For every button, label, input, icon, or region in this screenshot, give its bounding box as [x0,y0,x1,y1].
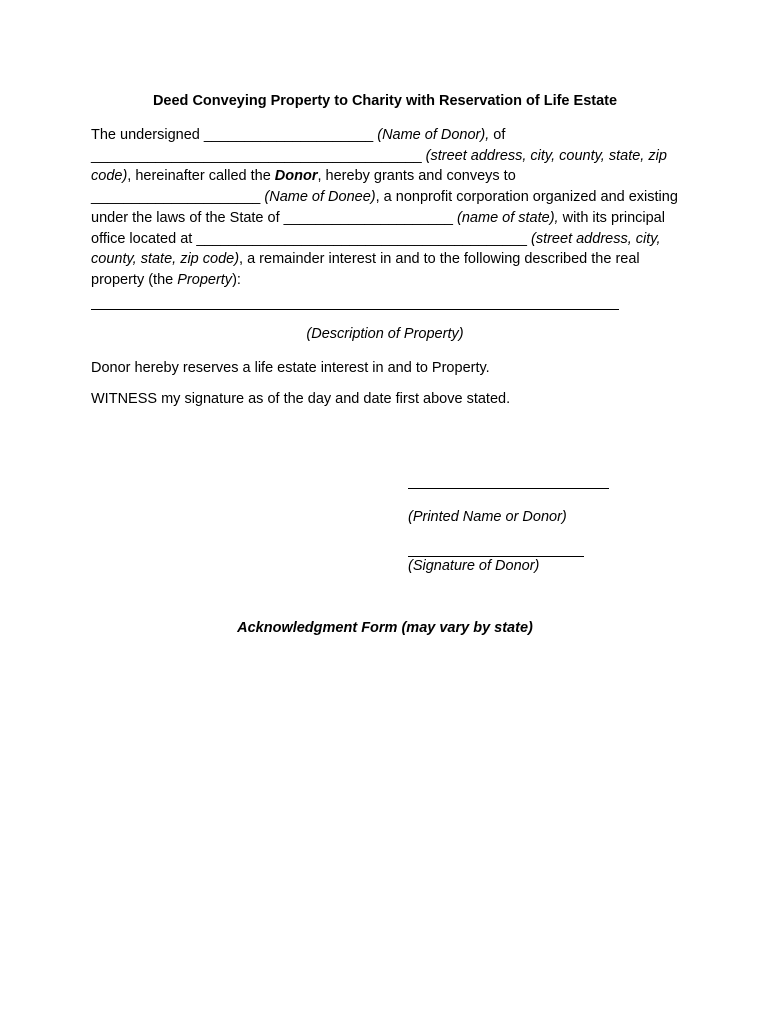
property-term: Property [177,271,233,288]
acknowledgment-heading: Acknowledgment Form (may vary by state) [237,620,533,636]
state-name-label: (name of state), [457,209,559,226]
donor-address-label: (street address, city, county, state, zip code) [91,147,667,185]
property-description-line [91,309,619,310]
text-segment: ): [232,271,241,288]
text-segment: , hereinafter called the [127,168,275,185]
conveyance-paragraph [91,125,681,291]
reservation-statement: Donor hereby reserves a life estate interest in and to Property. [91,360,490,376]
donee-name-label: (Name of Donee) [264,189,376,206]
printed-name-label: (Printed Name or Donor) [408,509,567,525]
printed-name-line [408,488,609,489]
witness-statement: WITNESS my signature as of the day and date first above stated. [91,391,511,407]
document-title: Deed Conveying Property to Charity with Reservation of Life Estate [152,93,618,109]
signature-line [408,556,584,557]
text-segment: of _________________________________________ [91,127,506,164]
text-segment: , a nonprofit corporation organized and existing under the laws of the State of _____________________ [91,189,678,226]
description-of-property-label: (Description of Property) [306,326,464,342]
donee-address-label: (street address, city, county, state, zip code) [91,230,661,268]
text-segment: with its principal office located at _________________________________________ [91,209,665,247]
donor-name-label: (Name of Donor), [377,127,490,143]
donor-term: Donor [274,168,318,185]
text-segment: , hereby grants and conveys to _____________________ [91,168,516,206]
signature-label: (Signature of Donor) [408,558,540,574]
text-segment: , a remainder interest in and to the following described the real property (the [91,251,640,288]
text-segment: The undersigned _____________________ [91,127,378,143]
